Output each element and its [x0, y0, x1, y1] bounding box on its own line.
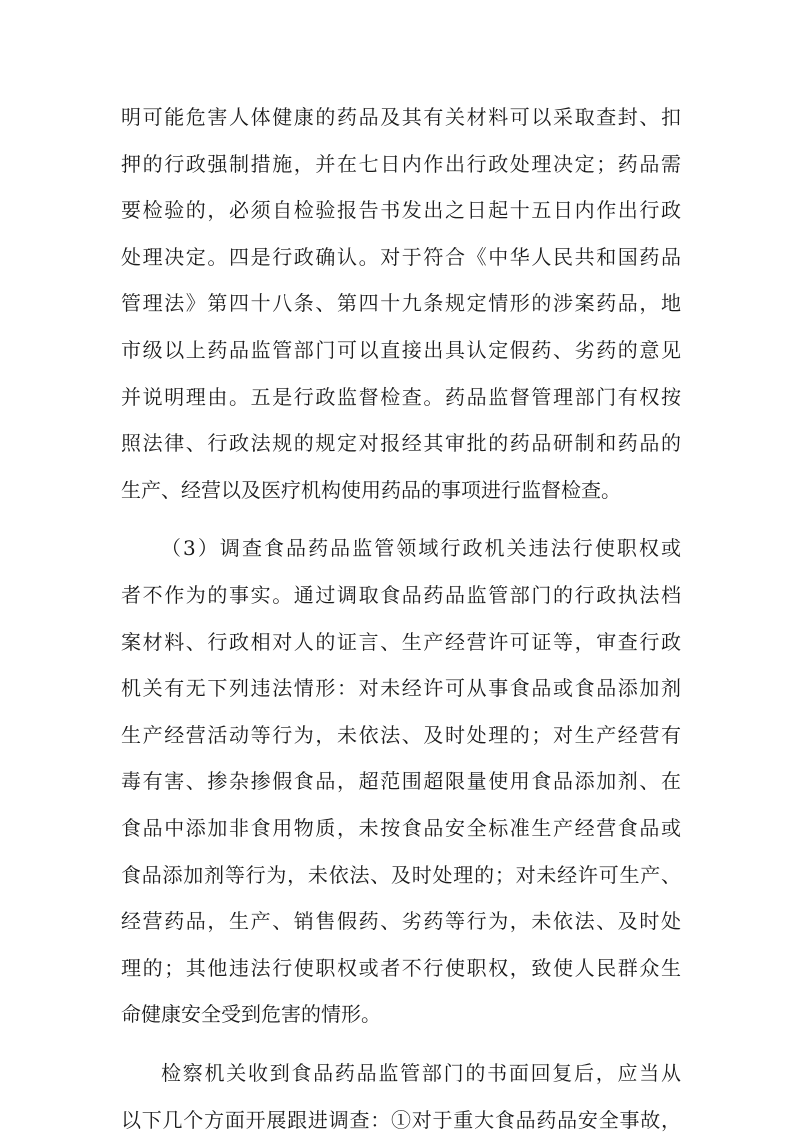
- paragraph-1-line-8: 照法律、行政法规的规定对报经其审批的药品研制和药品的: [121, 431, 681, 455]
- paragraph-2-line-7: 食品中添加非食用物质，未按食品安全标准生产经营食品或: [121, 816, 681, 840]
- paragraph-2-line-8: 食品添加剂等行为，未依法、及时处理的；对未经许可生产、: [121, 863, 681, 887]
- paragraph-3-line-2: 以下几个方面开展跟进调查：①对于重大食品药品安全事故，: [121, 1108, 681, 1132]
- paragraph-2-line-2: 者不作为的事实。通过调取食品药品监管部门的行政执法档: [121, 583, 681, 607]
- paragraph-1-line-2: 押的行政强制措施，并在七日内作出行政处理决定；药品需: [121, 152, 681, 176]
- paragraph-2-line-4: 机关有无下列违法情形：对未经许可从事食品或食品添加剂: [121, 676, 681, 700]
- paragraph-1-line-5: 管理法》第四十八条、第四十九条规定情形的涉案药品，地: [121, 291, 681, 315]
- paragraph-1-line-3: 要检验的，必须自检验报告书发出之日起十五日内作出行政: [121, 198, 681, 222]
- paragraph-2-line-6: 毒有害、掺杂掺假食品，超范围超限量使用食品添加剂、在: [121, 769, 681, 793]
- paragraph-2-line-3: 案材料、行政相对人的证言、生产经营许可证等，审查行政: [121, 630, 681, 654]
- paragraph-3-line-1: 检察机关收到食品药品监管部门的书面回复后，应当从: [161, 1061, 681, 1085]
- paragraph-2-line-9: 经营药品，生产、销售假药、劣药等行为，未依法、及时处: [121, 909, 681, 933]
- paragraph-2-line-11: 命健康安全受到危害的情形。: [121, 1002, 381, 1026]
- paragraph-1-line-9: 生产、经营以及医疗机构使用药品的事项进行监督检查。: [121, 478, 621, 502]
- paragraph-1-line-7: 并说明理由。五是行政监督检查。药品监督管理部门有权按: [121, 385, 681, 409]
- paragraph-2-line-10: 理的；其他违法行使职权或者不行使职权，致使人民群众生: [121, 956, 681, 980]
- paragraph-1-line-4: 处理决定。四是行政确认。对于符合《中华人民共和国药品: [121, 245, 681, 269]
- paragraph-2-line-1: （3）调查食品药品监管领域行政机关违法行使职权或: [161, 536, 681, 560]
- paragraph-2-line-5: 生产经营活动等行为，未依法、及时处理的；对生产经营有: [121, 723, 681, 747]
- paragraph-1-line-1: 明可能危害人体健康的药品及其有关材料可以采取查封、扣: [121, 105, 681, 129]
- paragraph-1-line-6: 市级以上药品监管部门可以直接出具认定假药、劣药的意见: [121, 338, 681, 362]
